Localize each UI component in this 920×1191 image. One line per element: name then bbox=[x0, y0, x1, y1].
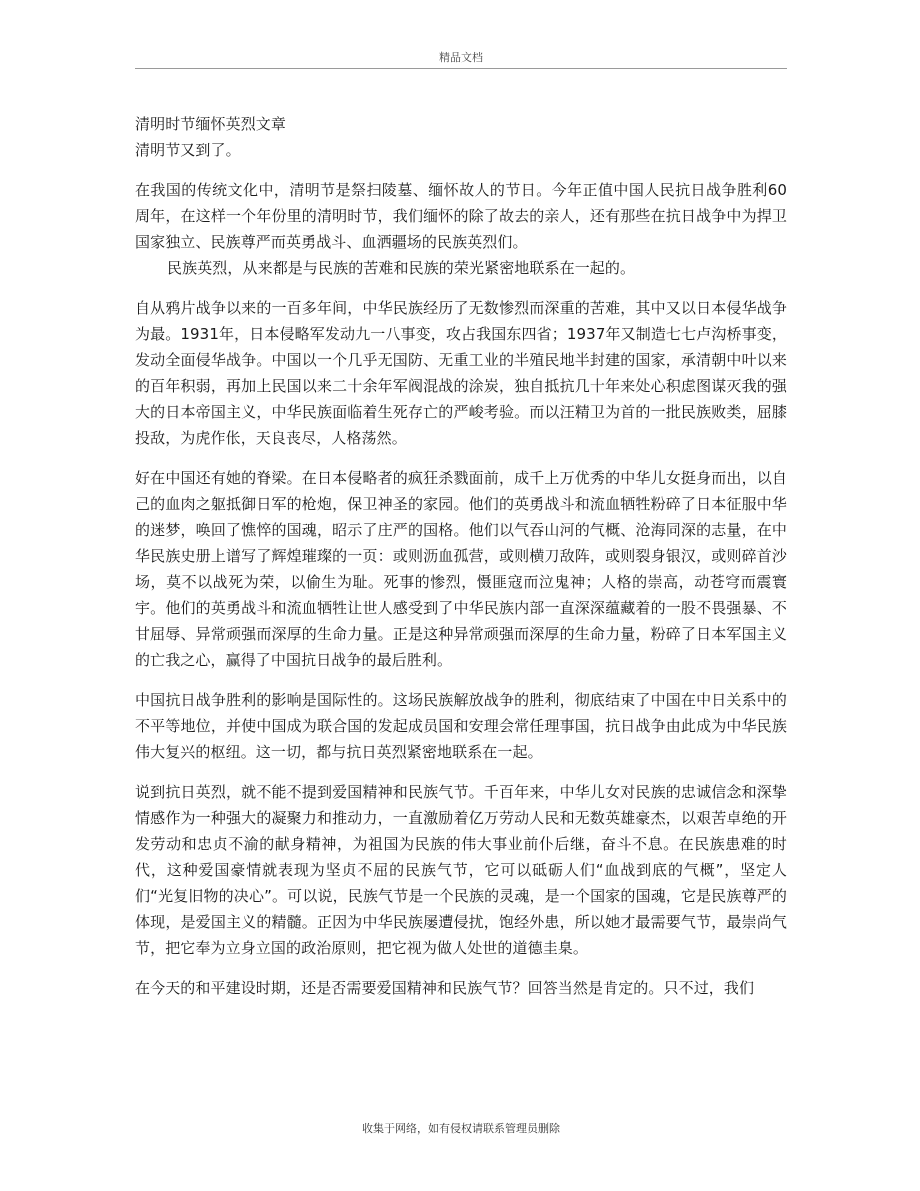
header-divider bbox=[135, 68, 787, 69]
paragraph-7: 说到抗日英烈，就不能不提到爱国精神和民族气节。千百年来，中华儿女对民族的忠诚信念和深挚情感作为一种强大的凝聚力和推动力，一直激励着亿万劳动人民和无数英雄豪杰，以艰苦卓绝的开发劳动和忠贞不渝的献身精神，为祖国为民族的伟大事业前仆后继，奋斗不息。在民族患难的时代，这种爱国豪情就表现为坚贞不屈的民族气节，它可以砥砺人们“血战到底的气概”，坚定人们“光复旧物的决心”。可以说，民族气节是一个民族的灵魂，是一个国家的国魂，它是民族尊严的体现，是爱国主义的精髓。正因为中华民族屡遭侵扰，饱经外患，所以她才最需要气节，最崇尚气节，把它奉为立身立国的政治原则，把它视为做人处世的道德圭臬。 bbox=[135, 783, 787, 957]
article-title: 清明时节缅怀英烈文章 bbox=[135, 115, 287, 133]
paragraph-3: 民族英烈，从来都是与民族的苦难和民族的荣光紧密地联系在一起的。 bbox=[167, 259, 636, 277]
paragraph-6: 中国抗日战争胜利的影响是国际性的。这场民族解放战争的胜利，彻底结束了中国在中日关系中的不平等地位，并使中国成为联合国的发起成员国和安理会常任理事国，抗日战争由此成为中华民族伟大复兴的枢纽。这一切，都与抗日英烈紧密地联系在一起。 bbox=[135, 691, 787, 761]
paragraph-1: 清明节又到了。 bbox=[135, 141, 241, 159]
paragraph-8: 在今天的和平建设时期，还是否需要爱国精神和民族气节？回答当然是肯定的。只不过，我们 bbox=[135, 979, 755, 997]
paragraph-2: 在我国的传统文化中，清明节是祭扫陵墓、缅怀故人的节日。今年正值中国人民抗日战争胜利60周年，在这样一个年份里的清明时节，我们缅怀的除了故去的亲人，还有那些在抗日战争中为捍卫国家独立、民族尊严而英勇战斗、血洒疆场的民族英烈们。 bbox=[135, 181, 787, 251]
page-header: 精品文档 bbox=[439, 51, 483, 64]
article-body bbox=[135, 111, 787, 1001]
paragraph-5: 好在中国还有她的脊梁。在日本侵略者的疯狂杀戮面前，成千上万优秀的中华儿女挺身而出，以自己的血肉之躯抵御日军的枪炮，保卫神圣的家园。他们的英勇战斗和流血牺牲粉碎了日本征服中华的迷梦，唤回了憔悴的国魂，昭示了庄严的国格。他们以气吞山河的气概、沧海同深的志量，在中华民族史册上谱写了辉煌璀璨的一页：或则沥血孤营，或则横刀敌阵，或则裂身银汉，或则碎首沙场，莫不以战死为荣，以偷生为耻。死事的惨烈，慑匪寇而泣鬼神；人格的崇高，动苍穹而震寰宇。他们的英勇战斗和流血牺牲让世人感受到了中华民族内部一直深深蕴藏着的一股不畏强暴、不甘屈辱、异常顽强而深厚的生命力量。正是这种异常顽强而深厚的生命力量，粉碎了日本军国主义的亡我之心，赢得了中国抗日战争的最后胜利。 bbox=[135, 469, 787, 669]
page-footer: 收集于网络，如有侵权请联系管理员删除 bbox=[362, 1122, 560, 1135]
paragraph-4: 自从鸦片战争以来的一百多年间，中华民族经历了无数惨烈而深重的苦难，其中又以日本侵华战争为最。1931年，日本侵略军发动九一八事变，攻占我国东四省；1937年又制造七七卢沟桥事变，发动全面侵华战争。中国以一个几乎无国防、无重工业的半殖民地半封建的国家，承清朝中叶以来的百年积弱，再加上民国以来二十余年军阀混战的涂炭，独自抵抗几十年来处心积虑图谋灭我的强大的日本帝国主义，中华民族面临着生死存亡的严峻考验。而以汪精卫为首的一批民族败类，屈膝投敌，为虎作伥，天良丧尽，人格荡然。 bbox=[135, 299, 787, 447]
